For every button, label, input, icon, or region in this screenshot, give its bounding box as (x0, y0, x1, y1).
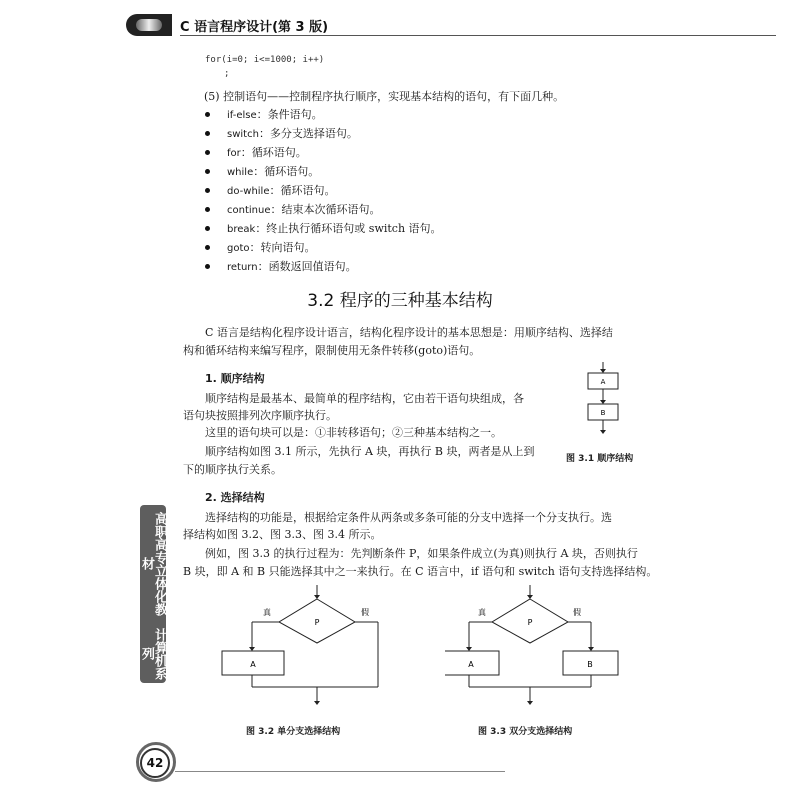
list-item: while：循环语句。 (205, 164, 442, 181)
code-line-2: ; (224, 69, 230, 79)
fig33-box-b-label: B (587, 660, 593, 669)
series-side-band (140, 505, 166, 683)
sequence-text-2: 语句块按照排列次序顺序执行。 (183, 409, 337, 422)
section-title: 3.2 程序的三种基本结构 (307, 291, 493, 311)
sequence-text-5: 下的顺序执行关系。 (183, 463, 282, 476)
list-item: break：终止执行循环语句或 switch 语句。 (205, 221, 442, 238)
series-category: 计算机系列 (139, 627, 167, 680)
fig33-box-a-label: A (468, 660, 474, 669)
sequence-text-3: 这里的语句块可以是：①非转移语句；②三种基本结构之一。 (205, 426, 502, 439)
selection-text-2: 择结构如图 3.2、图 3.3、图 3.4 所示。 (183, 528, 382, 541)
bullet-icon (205, 150, 210, 155)
figure-3-3-caption: 图 3.3 双分支选择结构 (478, 727, 573, 737)
statement-list (205, 107, 442, 276)
series-name: 高职高专立体化教材 (139, 511, 167, 616)
fig31-box-a-label: A (600, 378, 606, 386)
list-item: goto：转向语句。 (205, 240, 442, 257)
control-statements-intro: (5) 控制语句——控制程序执行顺序，实现基本结构的语句，有下面几种。 (204, 90, 565, 103)
selection-text-3: 例如，图 3.3 的执行过程为：先判断条件 P，如果条件成立(为真)则执行 A 块，否则执行 (205, 547, 638, 560)
bullet-icon (205, 245, 210, 250)
list-item: for：循环语句。 (205, 145, 442, 162)
sequence-text-4: 顺序结构如图 3.1 所示，先执行 A 块，再执行 B 块，两者是从上到 (205, 445, 535, 458)
list-item: continue：结束本次循环语句。 (205, 202, 442, 219)
running-header (126, 14, 776, 36)
fig33-condition-label: P (527, 618, 533, 627)
bullet-icon (205, 131, 210, 136)
selection-text-4: B 块，即 A 和 B 只能选择其中之一来执行。在 C 语言中，if 语句和 switch 语句支持选择结构。 (183, 565, 658, 578)
intro-line-1: C 语言是结构化程序设计语言，结构化程序设计的基本思想是：用顺序结构、选择结 (205, 326, 613, 339)
fig32-false-label: 假 (361, 608, 369, 617)
subsection-title-selection: 2. 选择结构 (205, 491, 265, 504)
fig32-box-a-label: A (250, 660, 256, 669)
subsection-title-sequence: 1. 顺序结构 (205, 372, 265, 385)
fig33-true-label: 真 (478, 608, 486, 617)
bullet-icon (205, 264, 210, 269)
list-item: return：函数返回值语句。 (205, 259, 442, 276)
selection-text-1: 选择结构的功能是，根据给定条件从两条或多条可能的分支中选择一个分支执行。选 (205, 511, 612, 524)
page-number: 42 (146, 756, 164, 770)
fig32-true-label: 真 (263, 608, 271, 617)
figure-3-3-double-branch-diagram (445, 585, 620, 715)
bullet-icon (205, 226, 210, 231)
list-item: switch：多分支选择语句。 (205, 126, 442, 143)
bullet-icon (205, 188, 210, 193)
bullet-icon (205, 207, 210, 212)
figure-3-1-sequence-diagram (580, 362, 630, 442)
bullet-icon (205, 169, 210, 174)
intro-line-2: 构和循环结构来编写程序，限制使用无条件转移(goto)语句。 (183, 344, 481, 357)
header-rule (180, 35, 776, 36)
page-number-badge (140, 748, 170, 778)
list-item: if-else：条件语句。 (205, 107, 442, 124)
fig32-condition-label: P (314, 618, 320, 627)
figure-3-2-single-branch-diagram (215, 585, 385, 715)
figure-3-2-caption: 图 3.2 单分支选择结构 (246, 727, 341, 737)
fig31-box-b-label: B (600, 409, 606, 417)
bullet-icon (205, 112, 210, 117)
book-title: C 语言程序设计(第 3 版) (180, 20, 329, 35)
fig33-false-label: 假 (573, 608, 581, 617)
code-line-1: for(i=0; i<=1000; i++) (205, 55, 325, 65)
footer-rule (175, 771, 505, 772)
list-item: do-while：循环语句。 (205, 183, 442, 200)
sequence-text-1: 顺序结构是最基本、最简单的程序结构，它由若干语句块组成，各 (205, 392, 524, 405)
figure-3-1-caption: 图 3.1 顺序结构 (566, 454, 634, 464)
header-tab-decoration (126, 14, 172, 36)
